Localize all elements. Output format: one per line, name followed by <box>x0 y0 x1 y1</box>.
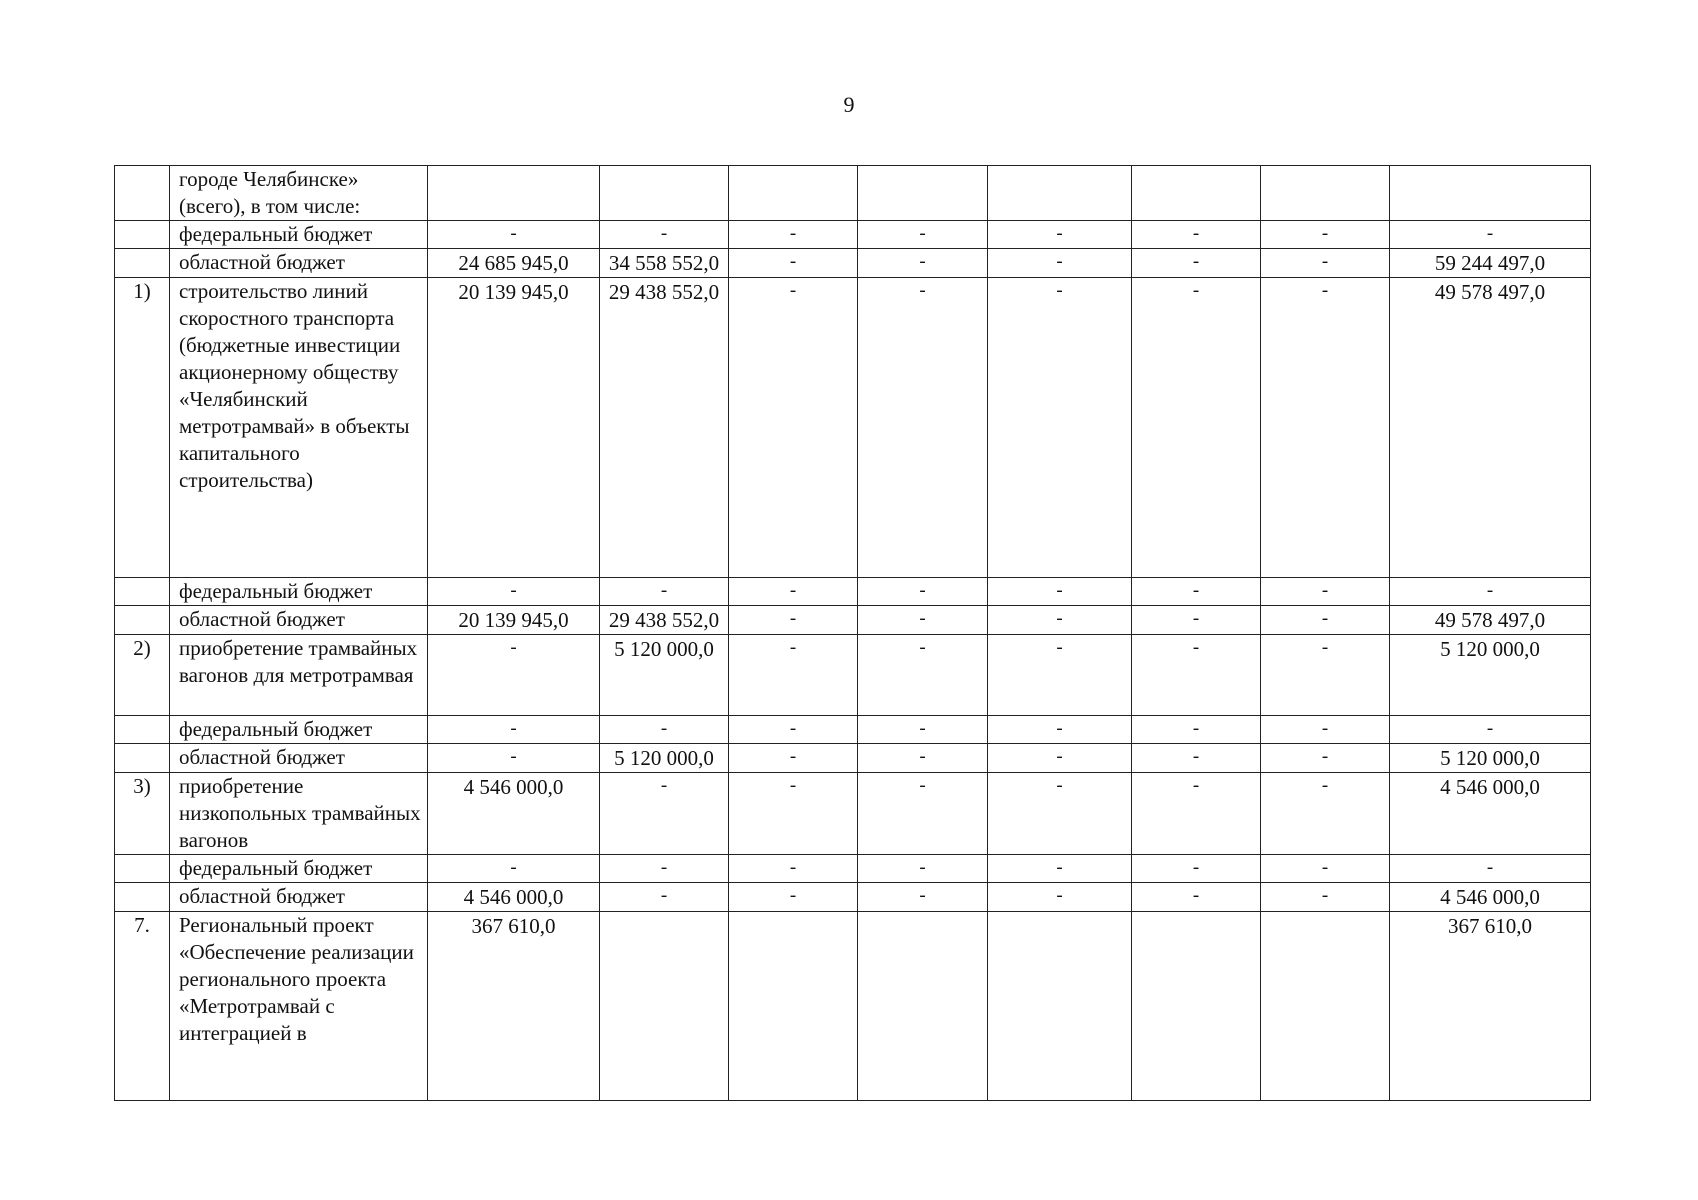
table-row <box>115 221 1591 249</box>
row-index-cell <box>115 249 170 278</box>
table-body <box>115 166 1591 1101</box>
row-value-cell: - <box>1261 773 1390 855</box>
row-value-cell: - <box>858 249 988 278</box>
row-index-cell <box>115 744 170 773</box>
row-value-cell: 59 244 497,0 <box>1390 249 1591 278</box>
row-value-cell: - <box>600 883 729 912</box>
row-name-cell: приобретение низкопольных трамвайных вагонов <box>170 773 428 855</box>
table-row <box>115 278 1591 578</box>
table-row <box>115 606 1591 635</box>
row-value-cell: - <box>988 744 1132 773</box>
row-value-cell <box>1132 166 1261 221</box>
row-value-cell: 20 139 945,0 <box>428 606 600 635</box>
row-value-cell: - <box>600 716 729 744</box>
row-value-cell: 5 120 000,0 <box>1390 744 1591 773</box>
row-value-cell: 4 546 000,0 <box>1390 883 1591 912</box>
row-value-cell: - <box>1261 221 1390 249</box>
row-value-cell: 29 438 552,0 <box>600 278 729 578</box>
row-value-cell: 49 578 497,0 <box>1390 606 1591 635</box>
row-value-cell: 29 438 552,0 <box>600 606 729 635</box>
row-value-cell: - <box>600 855 729 883</box>
row-value-cell: 4 546 000,0 <box>428 773 600 855</box>
row-index-cell <box>115 606 170 635</box>
row-value-cell: - <box>858 606 988 635</box>
row-index-cell <box>115 883 170 912</box>
row-value-cell: - <box>428 716 600 744</box>
row-value-cell: - <box>858 278 988 578</box>
row-value-cell: - <box>988 883 1132 912</box>
row-value-cell: - <box>1132 883 1261 912</box>
row-index-cell <box>115 221 170 249</box>
row-value-cell: - <box>428 221 600 249</box>
row-value-cell: - <box>858 716 988 744</box>
row-value-cell: - <box>1261 278 1390 578</box>
row-value-cell <box>600 166 729 221</box>
table-row <box>115 166 1591 221</box>
row-value-cell: - <box>1132 716 1261 744</box>
row-value-cell <box>1390 166 1591 221</box>
row-index-cell: 1) <box>115 278 170 578</box>
row-value-cell: - <box>428 744 600 773</box>
row-value-cell: 367 610,0 <box>428 912 600 1101</box>
row-value-cell: - <box>729 578 858 606</box>
table-row <box>115 578 1591 606</box>
row-name-cell: федеральный бюджет <box>170 221 428 249</box>
row-value-cell: - <box>1261 578 1390 606</box>
row-value-cell: - <box>858 773 988 855</box>
row-value-cell: - <box>1132 855 1261 883</box>
row-value-cell: - <box>1390 221 1591 249</box>
row-value-cell: 4 546 000,0 <box>428 883 600 912</box>
row-value-cell <box>988 166 1132 221</box>
row-value-cell: - <box>729 716 858 744</box>
row-value-cell: - <box>1132 249 1261 278</box>
row-value-cell: - <box>729 855 858 883</box>
row-value-cell: - <box>600 773 729 855</box>
row-value-cell: - <box>1261 606 1390 635</box>
row-name-cell: областной бюджет <box>170 249 428 278</box>
row-value-cell: - <box>988 606 1132 635</box>
row-name-cell: областной бюджет <box>170 606 428 635</box>
row-value-cell <box>988 912 1132 1101</box>
row-name-cell: федеральный бюджет <box>170 578 428 606</box>
row-value-cell: - <box>1261 883 1390 912</box>
budget-table <box>114 165 1591 1101</box>
row-value-cell: - <box>428 855 600 883</box>
row-value-cell: - <box>729 883 858 912</box>
row-value-cell: - <box>729 773 858 855</box>
table-row <box>115 855 1591 883</box>
row-value-cell: - <box>988 773 1132 855</box>
row-value-cell: - <box>1261 635 1390 716</box>
row-name-cell: городе Челябинске» (всего), в том числе: <box>170 166 428 221</box>
row-value-cell <box>1132 912 1261 1101</box>
row-value-cell <box>428 166 600 221</box>
row-value-cell: - <box>988 578 1132 606</box>
row-value-cell: - <box>858 883 988 912</box>
row-value-cell: 4 546 000,0 <box>1390 773 1591 855</box>
row-value-cell: - <box>1132 278 1261 578</box>
row-value-cell: - <box>1261 744 1390 773</box>
row-value-cell: - <box>729 221 858 249</box>
row-value-cell: - <box>729 249 858 278</box>
row-value-cell: - <box>729 635 858 716</box>
row-index-cell <box>115 716 170 744</box>
row-index-cell: 7. <box>115 912 170 1101</box>
row-name-cell: приобретение трамвайных вагонов для метротрамвая <box>170 635 428 716</box>
table-row <box>115 773 1591 855</box>
row-index-cell <box>115 578 170 606</box>
row-value-cell: 5 120 000,0 <box>600 744 729 773</box>
table-row <box>115 716 1591 744</box>
row-value-cell: - <box>858 578 988 606</box>
row-value-cell: - <box>1132 773 1261 855</box>
row-value-cell: - <box>988 221 1132 249</box>
row-index-cell: 3) <box>115 773 170 855</box>
row-value-cell <box>858 912 988 1101</box>
row-value-cell: - <box>1132 635 1261 716</box>
row-value-cell: - <box>1390 855 1591 883</box>
table-row <box>115 249 1591 278</box>
row-value-cell: - <box>729 744 858 773</box>
row-value-cell: 34 558 552,0 <box>600 249 729 278</box>
row-value-cell: - <box>1132 578 1261 606</box>
row-value-cell <box>1261 166 1390 221</box>
row-name-cell: областной бюджет <box>170 744 428 773</box>
table-row <box>115 912 1591 1101</box>
row-name-cell: Региональный проект «Обеспечение реализации регионального проекта «Метротрамвай с интеграцией в <box>170 912 428 1101</box>
row-value-cell <box>1261 912 1390 1101</box>
row-value-cell: 5 120 000,0 <box>600 635 729 716</box>
row-value-cell: 20 139 945,0 <box>428 278 600 578</box>
row-value-cell: - <box>1261 716 1390 744</box>
row-value-cell: - <box>1261 855 1390 883</box>
row-value-cell: - <box>729 606 858 635</box>
row-value-cell: - <box>858 744 988 773</box>
row-value-cell: - <box>1132 221 1261 249</box>
row-value-cell: - <box>1261 249 1390 278</box>
table-row <box>115 883 1591 912</box>
row-value-cell <box>729 166 858 221</box>
table-row <box>115 744 1591 773</box>
row-value-cell: - <box>858 855 988 883</box>
row-name-cell: федеральный бюджет <box>170 855 428 883</box>
row-value-cell: - <box>600 578 729 606</box>
row-name-cell: областной бюджет <box>170 883 428 912</box>
row-index-cell <box>115 166 170 221</box>
row-value-cell: 367 610,0 <box>1390 912 1591 1101</box>
table-row <box>115 635 1591 716</box>
row-value-cell: - <box>988 716 1132 744</box>
row-value-cell: - <box>858 221 988 249</box>
row-name-cell: федеральный бюджет <box>170 716 428 744</box>
row-value-cell: - <box>428 635 600 716</box>
row-value-cell: - <box>1390 578 1591 606</box>
row-value-cell <box>600 912 729 1101</box>
row-value-cell: - <box>988 855 1132 883</box>
row-value-cell: - <box>858 635 988 716</box>
row-value-cell: - <box>600 221 729 249</box>
row-value-cell: - <box>988 635 1132 716</box>
row-value-cell: - <box>988 278 1132 578</box>
page-number: 9 <box>843 92 855 117</box>
row-value-cell: 24 685 945,0 <box>428 249 600 278</box>
row-value-cell: - <box>1390 716 1591 744</box>
row-index-cell <box>115 855 170 883</box>
row-value-cell: - <box>1132 606 1261 635</box>
row-value-cell: - <box>1132 744 1261 773</box>
row-value-cell <box>858 166 988 221</box>
row-index-cell: 2) <box>115 635 170 716</box>
row-value-cell: - <box>988 249 1132 278</box>
row-value-cell: 49 578 497,0 <box>1390 278 1591 578</box>
row-value-cell: - <box>428 578 600 606</box>
row-value-cell: - <box>729 278 858 578</box>
row-value-cell: 5 120 000,0 <box>1390 635 1591 716</box>
row-value-cell <box>729 912 858 1101</box>
row-name-cell: строительство линий скоростного транспорта (бюджетные инвестиции акционерному обществу «Челябинский метротрамвай» в объекты капитального строительства) <box>170 278 428 578</box>
